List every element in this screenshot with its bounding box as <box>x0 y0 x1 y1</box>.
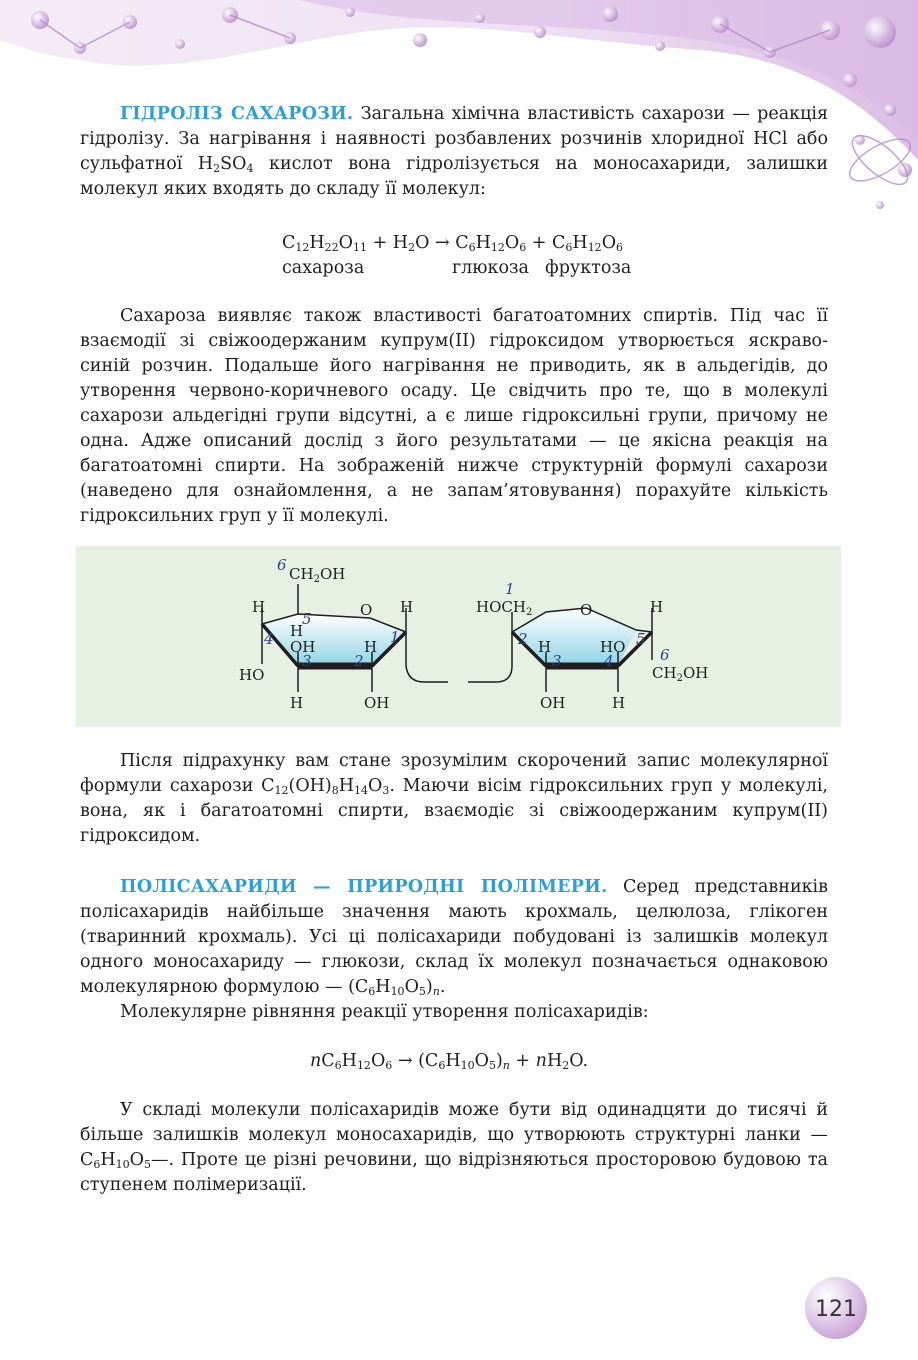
paragraph-reaction-intro: Молекулярне рівняння реакції утворення полісахаридів: <box>120 1002 649 1022</box>
formula-subscript: 12 <box>295 241 310 254</box>
paragraph-polyol-properties: Сахароза виявляє також властивості багатоатомних спиртів. Під час її взаємодії зі свіжоодержаним купрум(ІІ) гідроксидом утворюється яскраво-синій розчин. Подальше його нагрівання не приводить, як в альдегідів, до утворення червоно-коричневого осаду. Це свідчить про те, що в молекулі сахарози альдегідні групи відсутні, а є лише гідроксильні групи, причому не одна. Адже описаний дослід з його результатами — це якісна реакція на багатоатомні спирти. На зображеній нижче структурній формулі сахарози (наведено для ознайомлення, а не запам’ятовування) порахуйте кількість гідроксильних груп у її молекулі. <box>80 306 828 526</box>
fructose-locant-3: 3 <box>552 652 562 670</box>
fructose-locant-4: 4 <box>604 652 614 670</box>
formula-subscript: 11 <box>353 241 368 254</box>
glucose-locant-6: 6 <box>277 556 287 574</box>
formula-part: O <box>504 233 520 253</box>
glucose-ring <box>262 614 406 666</box>
formula-subscript: 6 <box>616 241 624 254</box>
fructose-h-top-right: H <box>650 598 664 616</box>
glucose-ch2oh: $CH_2OH$ <box>289 565 346 585</box>
label-glucose-wrap <box>452 256 529 281</box>
glucose-h-bottom: H <box>290 694 304 712</box>
formula-subscript: 6 <box>519 241 527 254</box>
label-glucose: глюкоза <box>452 258 529 278</box>
polymerization-equation: $nC_6H_{12}O_6 \to (C_6H_{10}O_5)_n + nH_2O$. <box>310 1051 589 1072</box>
glucose-locant-5: 5 <box>302 610 312 628</box>
formula-part: + C <box>526 233 566 253</box>
heading-hydrolysis: ГІДРОЛІЗ САХАРОЗИ. <box>120 104 354 124</box>
label-fructose: фруктоза <box>545 258 632 278</box>
formula-subscript: 2 <box>408 241 416 254</box>
fructose-locant-1: 1 <box>505 580 515 598</box>
glucose-oh-inner: OH <box>290 638 316 656</box>
label-fructose-wrap <box>545 256 631 281</box>
formula-part: H <box>475 233 491 253</box>
page-number-badge <box>804 1276 868 1340</box>
formula-part: C <box>282 233 296 253</box>
fructose-ho-inner: HO <box>600 638 626 656</box>
glucose-ho-left: HO <box>239 666 265 684</box>
fructose-ch2oh: $CH_2OH$ <box>652 664 709 684</box>
fructose-h-bottom: H <box>612 694 626 712</box>
fructose-hoch2: $HOCH_2$ <box>476 598 533 618</box>
label-sucrose: сахароза <box>282 258 365 278</box>
formula-subscript: 6 <box>565 241 573 254</box>
glucose-ring-oxygen: O <box>360 601 373 619</box>
formula-subscript: 12 <box>587 241 602 254</box>
formula-part: + H <box>367 233 409 253</box>
hydrolysis-equation <box>282 231 623 256</box>
glucose-locant-2: 2 <box>354 652 364 670</box>
glucose-h-inner-right: H <box>364 638 378 656</box>
glucose-h-top-right: H <box>400 598 414 616</box>
formula-part: O → C <box>415 233 469 253</box>
equation-labels <box>282 256 364 281</box>
fructose-h-inner: H <box>538 638 552 656</box>
fructose-locant-6: 6 <box>660 646 670 664</box>
glucose-oh-bottom: OH <box>364 694 390 712</box>
paragraph-polysaccharides: ПОЛІСАХАРИДИ — ПРИРОДНІ ПОЛІМЕРИ. Серед представників полісахаридів найбільше значення мають крохмаль, целюлоза, глікоген (тваринний крохмаль). Усі ці полісахариди побудовані із залишків молекул одного моносахариду — глюкози, склад їх молекул позначається однаковою молекулярною формулою — $(C_6H_{10}O_5)_n$. <box>80 877 828 998</box>
formula-subscript: 12 <box>490 241 505 254</box>
paragraph-hydroxyl-count: Після підрахунку вам стане зрозумілим скорочений запис молекулярної формули сахарози $C_{12}(OH)_8H_{14}O_3$. Маючи вісім гідроксильних груп у молекулі, вона, як і багатоатомні спирти, взаємодіє зі свіжоодержаним купрум(ІІ) гідроксидом. <box>80 751 828 846</box>
glucose-h-top-left: H <box>252 598 266 616</box>
paragraph-structural-units: У складі молекули полісахаридів може бути від одинадцяти до тисячі й більше залишків молекул моносахаридів, що утворюють структурні ланки $—C_6H_{10}O_5—$. Проте це різні речовини, що відрізняються просторовою будовою та ступенем полімеризації. <box>80 1100 828 1195</box>
paragraph-hydrolysis: ГІДРОЛІЗ САХАРОЗИ. Загальна хімічна властивість сахарози — реакція гідролізу. За нагрівання і наявності розбавлених розчинів хлоридної HCl або сульфатної $H_2SO_4$ кислот вона гідролізується на моносахариди, залишки молекул яких входять до складу її молекул: <box>80 104 828 199</box>
glucose-locant-3: 3 <box>302 652 312 670</box>
formula-subscript: 6 <box>468 241 476 254</box>
page-number: 121 <box>815 1297 857 1322</box>
glucose-locant-4: 4 <box>264 630 274 648</box>
sucrose-structure-panel <box>76 546 841 727</box>
sucrose-structure-diagram <box>76 546 841 727</box>
formula-part: H <box>572 233 588 253</box>
fructose-locant-5: 5 <box>636 630 646 648</box>
formula-part: H <box>309 233 325 253</box>
glucose-locant-1: 1 <box>390 628 400 646</box>
glucose-h-inner: H <box>290 622 304 640</box>
formula-part: O <box>601 233 617 253</box>
formula-subscript: 22 <box>324 241 339 254</box>
formula-part: O <box>338 233 354 253</box>
fructose-locant-2: 2 <box>518 630 528 648</box>
heading-polysaccharides: ПОЛІСАХАРИДИ — ПРИРОДНІ ПОЛІМЕРИ. <box>120 877 608 897</box>
fructose-oh-bottom: OH <box>540 694 566 712</box>
fructose-ring-oxygen: O <box>580 601 593 619</box>
